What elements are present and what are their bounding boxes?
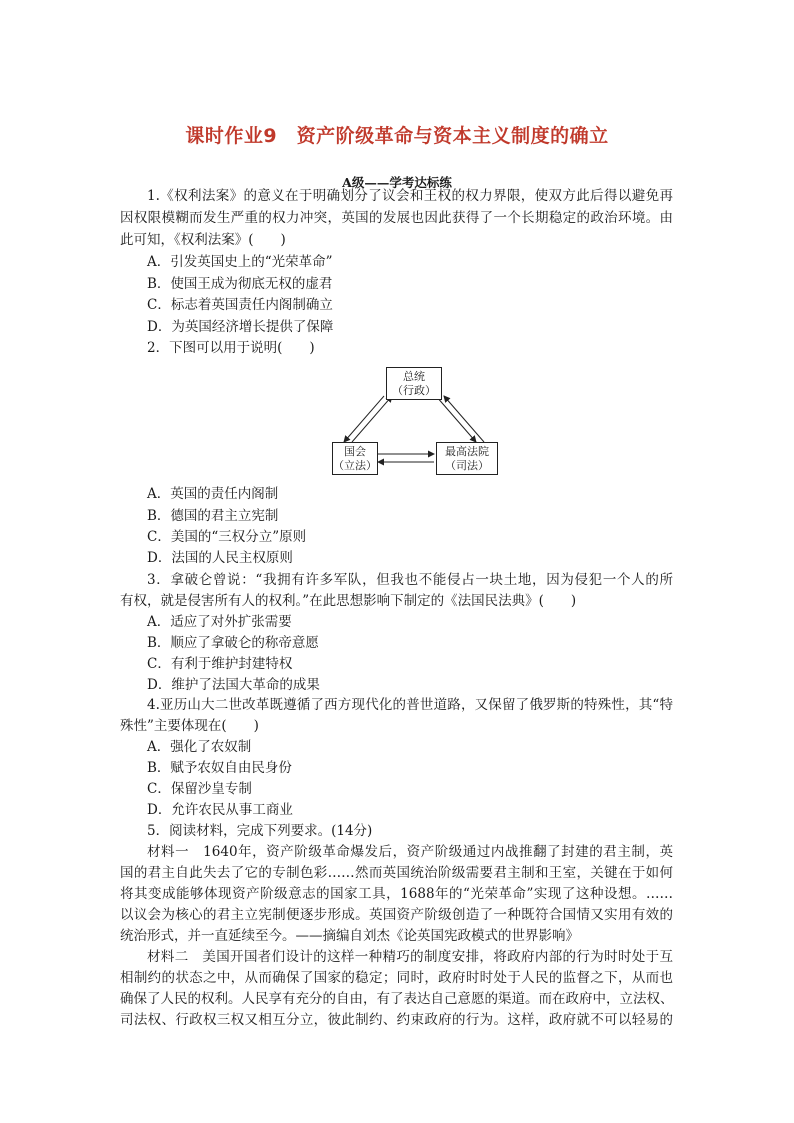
page-title: 课时作业9 资产阶级革命与资本主义制度的确立 <box>185 125 609 147</box>
q4-option-c: C．保留沙皇专制 <box>147 781 252 797</box>
q5-material1-line-1: 材料一 1640年，资产阶级革命爆发后，资产阶级通过内战推翻了封建的君主制，英 <box>147 844 673 860</box>
arrow-president-to-congress <box>344 396 384 442</box>
president-role: （行政） <box>392 383 436 397</box>
congress-role: （立法） <box>333 458 377 472</box>
section-title: A级——学考达标练 <box>342 175 452 190</box>
q3-option-b: B．顺应了拿破仑的称帝意愿 <box>147 635 319 651</box>
supreme-court-label: 最高法院 <box>445 444 489 458</box>
q3-option-c: C．有利于维护封建特权 <box>147 656 293 672</box>
arrow-president-to-court <box>436 396 476 442</box>
q4-option-a: A．强化了农奴制 <box>147 739 252 755</box>
q1-option-d: D．为英国经济增长提供了保障 <box>147 319 334 335</box>
q2-option-a: A．英国的责任内阁制 <box>147 486 279 502</box>
supreme-court-box <box>436 442 498 475</box>
q2-option-d: D．法国的人民主权原则 <box>147 550 293 566</box>
q2-option-b: B．德国的君主立宪制 <box>147 508 279 524</box>
q2-stem: 2．下图可以用于说明( ) <box>147 340 315 356</box>
q5-material1-line-5: 统治形式，并一直延续至今。——摘编自刘杰《论英国宪政模式的世界影响》 <box>120 928 579 944</box>
q1-stem-line-1: 1.《权利法案》的意义在于明确划分了议会和王权的权力界限，使双方此后得以避免再 <box>147 188 673 204</box>
q4-stem-line-1: 4.亚历山大二世改革既遵循了西方现代化的普世道路，又保留了俄罗斯的特殊性，其“特 <box>147 697 673 713</box>
q5-material1-line-3: 将其变成能够体现资产阶级意志的国家工具，1688年的“光荣革命”实现了这种设想。…… <box>120 886 673 902</box>
q1-option-b: B．使国王成为彻底无权的虚君 <box>147 276 333 292</box>
q4-option-b: B．赋予农奴自由民身份 <box>147 760 292 776</box>
congress-box <box>332 442 378 475</box>
q3-stem-line-1: 3．拿破仑曾说：“我拥有许多军队，但我也不能侵占一块土地，因为侵犯一个人的所 <box>147 572 673 588</box>
q1-option-a: A．引发英国史上的“光荣革命” <box>147 254 333 270</box>
q5-material1-line-2: 国的君主自此失去了它的专制色彩……然而英国统治阶级需要君主制和王室，关键在于如何 <box>120 865 673 881</box>
q5-stem: 5．阅读材料，完成下列要求。(14分) <box>147 823 373 839</box>
q5-material1-line-4: 以议会为核心的君主立宪制便逐步形成。英国资产阶级创造了一种既符合国情又实用有效的 <box>120 907 673 923</box>
q1-stem-line-3: 此可知，《权利法案》( ) <box>120 232 286 248</box>
q3-option-d: D．维护了法国大革命的成果 <box>147 677 320 693</box>
q3-option-a: A．适应了对外扩张需要 <box>147 614 292 630</box>
arrow-court-to-president <box>444 396 484 442</box>
q2-option-c: C．美国的“三权分立”原则 <box>147 529 307 545</box>
president-box <box>386 367 442 400</box>
q3-stem-line-2: 有权，就是侵害所有人的权利。”在此思想影响下制定的《法国民法典》( ) <box>120 593 577 609</box>
q1-stem-line-2: 因权限模糊而发生严重的权力冲突，英国的发展也因此获得了一个长期稳定的政治环境。由 <box>120 210 673 226</box>
president-label: 总统 <box>403 369 425 383</box>
q5-material2-line-1: 材料二 美国开国者们设计的这样一种精巧的制度安排，将政府内部的行为时时处于互 <box>147 949 673 965</box>
q5-material2-line-2: 相制约的状态之中，从而确保了国家的稳定；同时，政府时时处于人民的监督之下，从而也 <box>120 970 673 986</box>
congress-label: 国会 <box>344 444 366 458</box>
q5-material2-line-4: 司法权、行政权三权又相互分立，彼此制约、约束政府的行为。这样，政府就不可以轻易的 <box>120 1012 673 1028</box>
separation-of-powers-diagram <box>330 364 500 478</box>
supreme-court-role: （司法） <box>445 458 489 472</box>
q4-stem-line-2: 殊性”主要体现在( ) <box>120 718 259 734</box>
arrow-congress-to-president <box>352 396 392 442</box>
q1-option-c: C．标志着英国责任内阁制确立 <box>147 297 333 313</box>
q5-material2-line-3: 确保了人民的权利。人民享有充分的自由，有了表达自己意愿的渠道。而在政府中，立法权、 <box>120 991 674 1007</box>
q4-option-d: D．允许农民从事工商业 <box>147 802 293 818</box>
